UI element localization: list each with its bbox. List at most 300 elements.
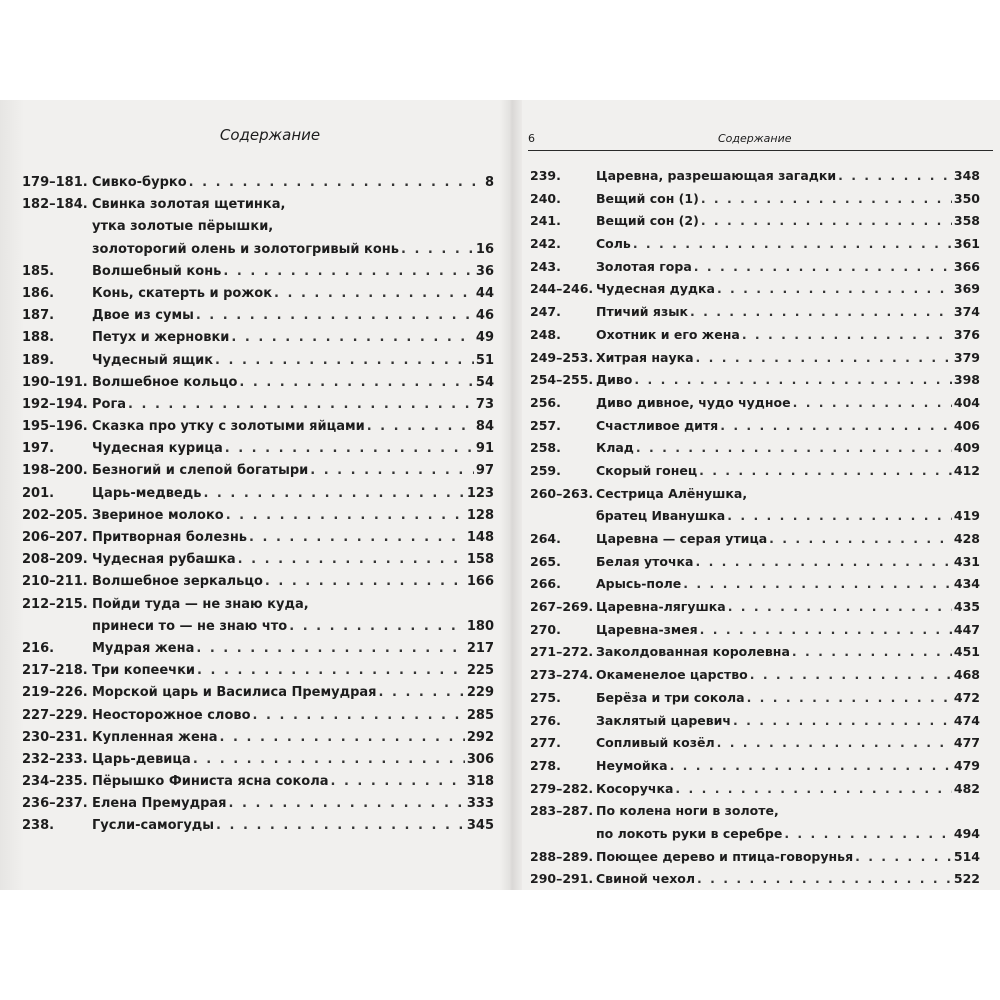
toc-entry-page: 73	[475, 396, 494, 412]
dot-leader	[216, 815, 465, 837]
dot-leader	[310, 460, 474, 482]
toc-entry-page: 16	[475, 241, 494, 257]
toc-entry-page: 166	[466, 574, 494, 590]
toc-entry-number: 195–196.	[22, 419, 88, 435]
dot-leader	[717, 278, 952, 301]
toc-entry-number: 201.	[22, 485, 55, 501]
dot-leader	[636, 437, 952, 460]
toc-entry-page: 435	[953, 599, 980, 615]
toc-entry-page: 358	[953, 213, 980, 229]
dot-leader	[223, 261, 474, 283]
toc-entry-number: 234–235.	[22, 774, 88, 790]
toc-entry-title: Свинка золотая щетинка,	[92, 197, 286, 213]
toc-entry-page: 404	[953, 394, 980, 410]
toc-entry-page: 158	[466, 552, 494, 568]
toc-entry	[530, 505, 980, 528]
toc-entry	[530, 483, 980, 506]
toc-entry	[22, 460, 494, 482]
toc-entry-title: Скорый гонец	[596, 462, 698, 478]
page-number: 6	[528, 132, 535, 145]
toc-entry-number: 185.	[22, 263, 55, 279]
toc-entry	[530, 392, 980, 415]
toc-entry	[530, 301, 980, 324]
dot-leader	[128, 394, 474, 416]
toc-entry-title: золоторогий олень и золотогривый конь	[92, 241, 399, 257]
toc-entry-number: 190–191.	[22, 374, 88, 390]
toc-entry	[530, 868, 980, 891]
toc-entry-page: 217	[466, 640, 494, 656]
toc-entry-number: 266.	[530, 576, 561, 592]
toc-entry-title: Чудесная курица	[92, 441, 223, 457]
toc-entry-number: 240.	[530, 190, 561, 206]
toc-entry	[530, 755, 980, 778]
toc-entry-page: 348	[953, 168, 980, 183]
toc-entry-number: 279–282.	[530, 780, 594, 796]
dot-leader	[675, 778, 952, 801]
toc-entry	[22, 815, 494, 837]
dot-leader	[747, 687, 952, 710]
dot-leader	[701, 210, 952, 233]
dot-leader	[784, 823, 952, 846]
toc-entry-number: 217–218.	[22, 663, 88, 679]
toc-entry-number: 230–231.	[22, 729, 88, 745]
toc-entry	[530, 846, 980, 869]
dot-leader	[249, 527, 465, 549]
dot-leader	[367, 416, 474, 438]
toc-entry	[22, 771, 494, 793]
toc-entry-number: 179–181.	[22, 175, 88, 190]
toc-entry-page: 350	[953, 190, 980, 206]
toc-entry-page: 522	[953, 871, 980, 887]
toc-entry-title: принеси то — не знаю что	[92, 618, 288, 634]
toc-entry-page: 412	[953, 462, 980, 478]
toc-entry	[22, 483, 494, 505]
dot-leader	[697, 868, 952, 891]
toc-entry-title: Свиной чехол	[596, 871, 696, 887]
toc-entry-number: 186.	[22, 285, 55, 301]
dot-leader	[750, 664, 952, 687]
toc-entry	[530, 687, 980, 710]
toc-entry-title: Арысь-поле	[596, 576, 682, 592]
dot-leader	[793, 392, 952, 415]
toc-entry-page: 434	[953, 576, 980, 592]
toc-entry-page: 479	[953, 757, 980, 773]
toc-entry-page: 451	[953, 644, 980, 660]
toc-entry	[530, 233, 980, 256]
toc-entry-title: Волшебное кольцо	[92, 374, 238, 390]
toc-entry-number: 189.	[22, 352, 55, 368]
toc-entry	[530, 369, 980, 392]
dot-leader	[225, 438, 474, 460]
toc-entry-title: Чудесный ящик	[92, 352, 214, 368]
toc-entry	[530, 188, 980, 211]
dot-leader	[229, 793, 465, 815]
dot-leader	[193, 749, 465, 771]
toc-entry-title: Сивко-бурко	[92, 175, 187, 190]
toc-entry-number: 210–211.	[22, 574, 88, 590]
toc-entry	[22, 527, 494, 549]
toc-entry-page: 46	[475, 308, 494, 324]
dot-leader	[727, 505, 952, 528]
toc-entry-number: 248.	[530, 326, 561, 342]
toc-entry-page: 376	[953, 326, 980, 342]
toc-entry-title: Пойди туда — не знаю куда,	[92, 596, 309, 612]
toc-entry	[530, 437, 980, 460]
dot-leader	[189, 172, 483, 194]
toc-entry-page: 306	[466, 751, 494, 767]
running-header	[528, 132, 993, 151]
dot-leader	[633, 233, 952, 256]
toc-entry-number: 227–229.	[22, 707, 88, 723]
toc-entry-page: 474	[953, 712, 980, 728]
toc-entry	[530, 732, 980, 755]
toc-entry-number: 202–205.	[22, 507, 88, 523]
toc-entry-title: Охотник и его жена	[596, 326, 740, 342]
toc-entry-page: 477	[953, 735, 980, 751]
toc-entry-title: Царь-медведь	[92, 485, 202, 501]
toc-entry-number: 197.	[22, 441, 55, 457]
dot-leader	[695, 551, 951, 574]
dot-leader	[401, 239, 474, 261]
dot-leader	[694, 256, 952, 279]
toc-entry-page: 419	[953, 508, 980, 524]
toc-entry-page: 84	[475, 419, 494, 435]
toc-entry	[530, 415, 980, 438]
dot-leader	[196, 305, 474, 327]
toc-entry-title: Сопливый козёл	[596, 735, 715, 751]
toc-entry-page: 514	[953, 848, 980, 864]
toc-entry-title: Чудесная дудка	[596, 281, 715, 297]
toc-entry-title: братец Иванушка	[596, 508, 726, 524]
toc-entry-number: 290–291.	[530, 871, 594, 887]
toc-entry-page: 54	[475, 374, 494, 390]
dot-leader	[728, 596, 952, 619]
toc-entry-title: Безногий и слепой богатыри	[92, 463, 309, 479]
toc-entry-page: 379	[953, 349, 980, 365]
toc-entry-number: 188.	[22, 330, 55, 346]
toc-entry-number: 232–233.	[22, 751, 88, 767]
toc-entry	[22, 660, 494, 682]
toc-entry-page: 123	[466, 485, 494, 501]
toc-entry-number: 187.	[22, 308, 55, 324]
toc-entry	[530, 641, 980, 664]
toc-entry-title: Купленная жена	[92, 729, 218, 745]
toc-entry-title: утка золотые пёрышки,	[92, 219, 274, 235]
toc-entry-number: 267–269.	[530, 599, 594, 615]
toc-entry-number: 256.	[530, 394, 561, 410]
toc-entry	[530, 528, 980, 551]
toc-entry-number: 236–237.	[22, 796, 88, 812]
toc-entry-number: 239.	[530, 168, 561, 183]
dot-leader	[634, 369, 952, 392]
toc-entry-number: 260–263.	[530, 485, 594, 501]
toc-entry-title: Петух и жерновки	[92, 330, 230, 346]
toc-entry-title: Вещий сон (1)	[596, 190, 699, 206]
toc-entry-page: 44	[475, 285, 494, 301]
dot-leader	[742, 324, 952, 347]
toc-entry-page: 8	[484, 175, 494, 190]
dot-leader	[253, 705, 465, 727]
dot-leader	[792, 641, 952, 664]
toc-entry-title: Поющее дерево и птица-говорунья	[596, 848, 854, 864]
toc-entry-title: Окаменелое царство	[596, 667, 748, 683]
toc-entry-number: 238.	[22, 818, 55, 834]
dot-leader	[231, 327, 474, 349]
dot-leader	[699, 460, 952, 483]
toc-entry	[530, 210, 980, 233]
toc-entry-number: 212–215.	[22, 596, 88, 612]
toc-entry-page: 49	[475, 330, 494, 346]
dot-leader	[690, 301, 952, 324]
toc-entry-page: 97	[475, 463, 494, 479]
toc-entry-number: 216.	[22, 640, 55, 656]
toc-entry-title: Диво	[596, 372, 633, 388]
toc-entry	[22, 216, 494, 238]
toc-entry	[22, 305, 494, 327]
toc-entry	[22, 394, 494, 416]
toc-entry-number: 219–226.	[22, 685, 88, 701]
toc-entry-title: Рога	[92, 396, 127, 412]
dot-leader	[670, 755, 952, 778]
toc-entry-number: 275.	[530, 689, 561, 705]
dot-leader	[838, 165, 952, 188]
toc-entry	[22, 283, 494, 305]
toc-entry-title: Пёрышко Финиста ясна сокола	[92, 774, 329, 790]
toc-entry	[530, 710, 980, 733]
toc-entry	[530, 778, 980, 801]
dot-leader	[274, 283, 474, 305]
toc-entry	[22, 705, 494, 727]
toc-entry-number: 206–207.	[22, 530, 88, 545]
toc-entry-title: Клад	[596, 440, 634, 456]
toc-entry-page: 148	[466, 530, 494, 545]
toc-entry-page: 494	[953, 825, 980, 841]
toc-entry-title: Царь-девица	[92, 751, 191, 767]
dot-leader	[769, 528, 952, 551]
toc-entry-title: Счастливое дитя	[596, 417, 719, 433]
toc-entry-title: Морской царь и Василиса Премудрая	[92, 685, 377, 701]
toc-entry-page: 318	[466, 774, 494, 790]
toc-entry-title: Чудесная рубашка	[92, 552, 236, 568]
dot-leader	[717, 732, 952, 755]
toc-entry-title: Золотая гора	[596, 258, 692, 274]
toc-entry-title: Конь, скатерть и рожок	[92, 285, 273, 301]
dot-leader	[265, 571, 465, 593]
toc-entry-title: Неумойка	[596, 757, 668, 773]
toc-entry	[530, 551, 980, 574]
toc-entry	[22, 749, 494, 771]
toc-entry-page: 51	[475, 352, 494, 368]
dot-leader	[696, 347, 952, 370]
toc-entry-page: 36	[475, 263, 494, 279]
toc-entry	[22, 793, 494, 815]
toc-entry-page: 398	[953, 372, 980, 388]
dot-leader	[203, 483, 464, 505]
toc-entry-page: 366	[953, 258, 980, 274]
toc-entry	[22, 571, 494, 593]
toc-entry	[22, 727, 494, 749]
toc-entry-page: 229	[466, 685, 494, 701]
toc-entry	[22, 239, 494, 261]
dot-leader	[733, 710, 952, 733]
toc-entry-title: Вещий сон (2)	[596, 213, 699, 229]
running-title: Содержание	[718, 132, 792, 145]
toc-entry-title: Царевна-лягушка	[596, 599, 726, 615]
toc-entry	[22, 327, 494, 349]
dot-leader	[700, 619, 952, 642]
toc-entry-page: 447	[953, 621, 980, 637]
toc-entry-title: Косоручка	[596, 780, 674, 796]
toc-entry-page: 285	[466, 707, 494, 723]
dot-leader	[215, 350, 474, 372]
toc-entry	[22, 638, 494, 660]
toc-entry-title: Белая уточка	[596, 553, 694, 569]
toc-entry-title: Три копеечки	[92, 663, 196, 679]
toc-entry-title: Хитрая наука	[596, 349, 694, 365]
toc-entry-number: 265.	[530, 553, 561, 569]
toc-entry	[530, 573, 980, 596]
toc-entry	[22, 438, 494, 460]
toc-entry-page: 468	[953, 667, 980, 683]
toc-entry-number: 244–246.	[530, 281, 594, 297]
toc-entry-page: 361	[953, 236, 980, 252]
toc-entry-page: 369	[953, 281, 980, 297]
toc-entry-page: 374	[953, 304, 980, 320]
toc-left-column	[22, 172, 494, 838]
toc-entry	[530, 823, 980, 846]
toc-entry-title: Мудрая жена	[92, 640, 195, 656]
toc-entry-number: 254–255.	[530, 372, 594, 388]
toc-entry-page: 91	[475, 441, 494, 457]
toc-entry-title: Царевна — серая утица	[596, 531, 768, 546]
toc-entry-title: Птичий язык	[596, 304, 688, 320]
toc-entry-number: 258.	[530, 440, 561, 456]
dot-leader	[220, 727, 465, 749]
toc-entry-number: 271–272.	[530, 644, 594, 660]
toc-entry-title: Гусли-самогуды	[92, 818, 215, 834]
toc-entry	[530, 347, 980, 370]
page-title: Содержание	[219, 126, 321, 144]
toc-entry-title: Царевна-змея	[596, 621, 698, 637]
toc-entry-page: 406	[953, 417, 980, 433]
toc-entry-title: Двое из сумы	[92, 308, 194, 324]
toc-entry-page: 409	[953, 440, 980, 456]
dot-leader	[683, 573, 952, 596]
toc-entry	[530, 256, 980, 279]
dot-leader	[226, 505, 465, 527]
toc-entry-page: 333	[466, 796, 494, 812]
toc-entry-page: 345	[466, 818, 494, 834]
toc-entry-number: 264.	[530, 531, 561, 546]
toc-entry-title: Звериное молоко	[92, 507, 224, 523]
dot-leader	[239, 372, 474, 394]
toc-entry-number: 243.	[530, 258, 561, 274]
toc-entry	[530, 596, 980, 619]
toc-entry	[530, 460, 980, 483]
toc-entry-number: 249–253.	[530, 349, 594, 365]
toc-entry	[22, 616, 494, 638]
toc-entry-page: 292	[466, 729, 494, 745]
toc-entry-page: 482	[953, 780, 980, 796]
dot-leader	[196, 638, 464, 660]
dot-leader	[289, 616, 465, 638]
dot-leader	[720, 415, 952, 438]
toc-entry	[22, 350, 494, 372]
toc-entry-title: Царевна, разрешающая загадки	[596, 168, 837, 183]
toc-entry-number: 270.	[530, 621, 561, 637]
toc-entry-number: 182–184.	[22, 197, 88, 213]
toc-entry-title: Сказка про утку с золотыми яйцами	[92, 419, 365, 435]
toc-entry-page: 180	[466, 618, 494, 634]
toc-entry-page: 431	[953, 553, 980, 569]
toc-entry-number: 276.	[530, 712, 561, 728]
dot-leader	[855, 846, 952, 869]
toc-entry-title: Диво дивное, чудо чудное	[596, 394, 791, 410]
toc-entry-number: 277.	[530, 735, 561, 751]
toc-entry	[22, 682, 494, 704]
dot-leader	[238, 549, 465, 571]
toc-entry	[22, 505, 494, 527]
toc-entry-number: 247.	[530, 304, 561, 320]
toc-entry	[530, 165, 980, 188]
toc-entry	[530, 278, 980, 301]
toc-entry	[22, 549, 494, 571]
toc-entry-title: Неосторожное слово	[92, 707, 251, 723]
toc-entry	[530, 324, 980, 347]
toc-entry	[22, 261, 494, 283]
toc-entry-number: 242.	[530, 236, 561, 252]
toc-entry-title: Притворная болезнь	[92, 530, 248, 545]
toc-entry	[530, 664, 980, 687]
toc-entry	[22, 172, 494, 194]
toc-entry-title: Берёза и три сокола	[596, 689, 745, 705]
toc-entry-number: 283–287.	[530, 803, 594, 819]
toc-entry	[22, 372, 494, 394]
toc-entry-number: 273–274.	[530, 667, 594, 683]
dot-leader	[197, 660, 465, 682]
page-edge-shadow	[0, 100, 24, 890]
dot-leader	[331, 771, 465, 793]
toc-entry-title: по локоть руки в серебре	[596, 825, 783, 841]
toc-entry	[22, 594, 494, 616]
toc-entry-title: Елена Премудрая	[92, 796, 227, 812]
toc-entry-title: Заколдованная королевна	[596, 644, 790, 660]
toc-entry-title: Соль	[596, 236, 631, 252]
dot-leader	[701, 188, 952, 211]
toc-entry-page: 225	[466, 663, 494, 679]
toc-entry-page: 472	[953, 689, 980, 705]
toc-entry-number: 288–289.	[530, 848, 594, 864]
toc-entry	[530, 619, 980, 642]
toc-entry-number: 198–200.	[22, 463, 88, 479]
toc-entry-page: 128	[466, 507, 494, 523]
toc-entry-number: 192–194.	[22, 396, 88, 412]
toc-entry-number: 257.	[530, 417, 561, 433]
toc-right-column	[530, 165, 980, 891]
toc-entry-number: 241.	[530, 213, 561, 229]
toc-entry-number: 259.	[530, 462, 561, 478]
toc-entry-title: Сестрица Алёнушка,	[596, 485, 748, 501]
toc-entry-title: Волшебный конь	[92, 263, 222, 279]
toc-entry	[22, 416, 494, 438]
toc-entry-number: 208–209.	[22, 552, 88, 568]
toc-entry	[22, 194, 494, 216]
dot-leader	[379, 682, 465, 704]
toc-entry	[530, 800, 980, 823]
toc-entry-page: 428	[953, 531, 980, 546]
toc-entry-title: Волшебное зеркальцо	[92, 574, 263, 590]
toc-entry-number: 278.	[530, 757, 561, 773]
